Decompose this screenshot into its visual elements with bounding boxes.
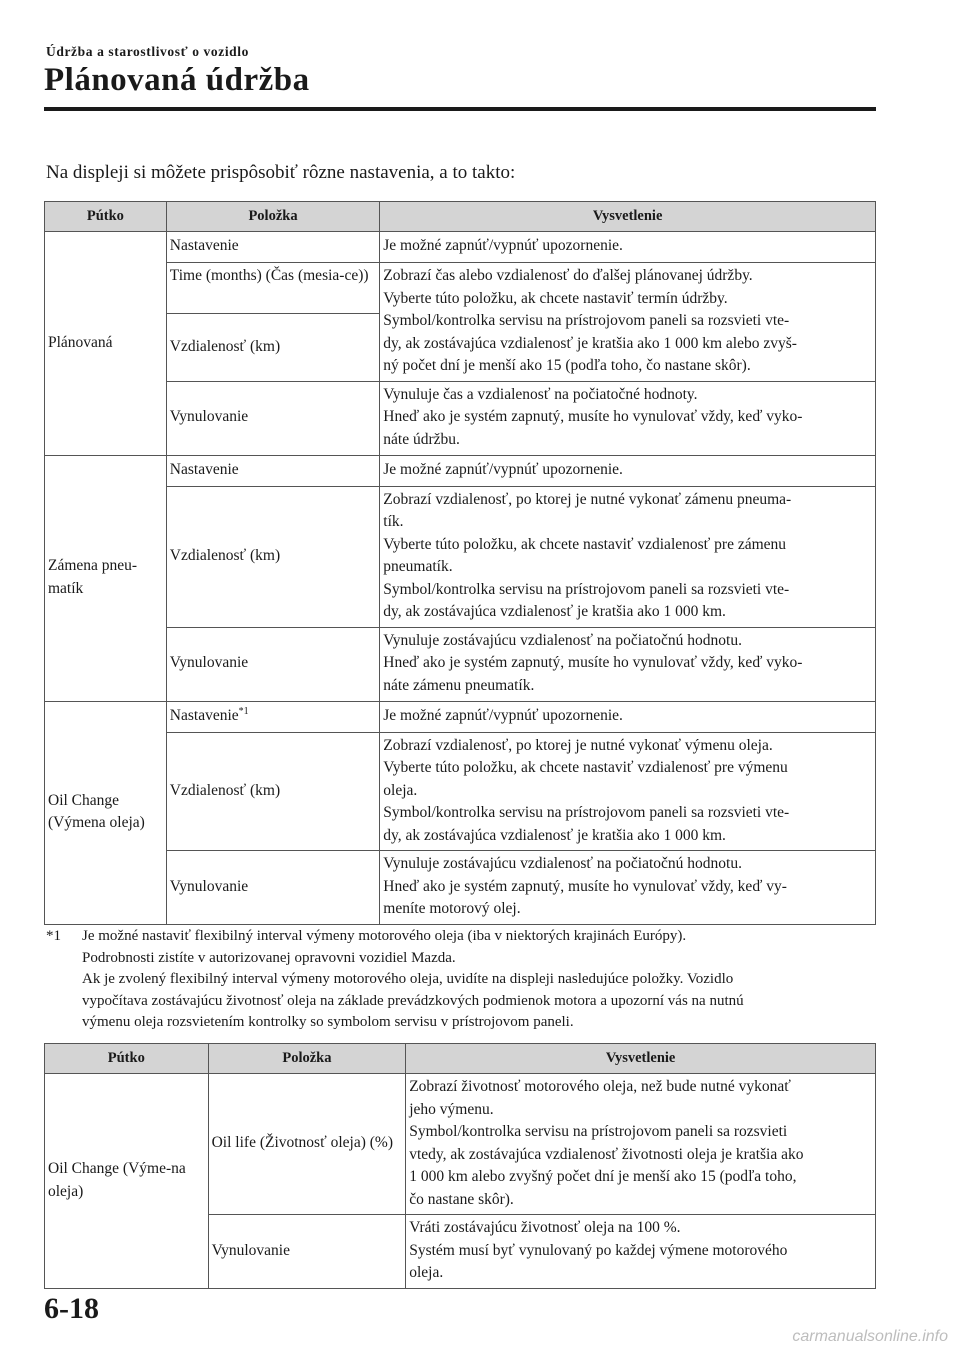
item-cell	[166, 232, 379, 263]
desc-line: pneumatík.	[383, 558, 453, 575]
desc-line: vtedy, ak zostávajúca vzdialenosť životnosti oleja je kratšia ako	[409, 1145, 804, 1163]
item-label: Oil life (Životnosť oleja) (%)	[211, 1134, 393, 1152]
desc-line: Je možné zapnúť/vypnúť upozornenie.	[383, 237, 623, 255]
footnote-line: Ak je zvolený flexibilný interval výmeny motorového oleja, uvidíte na displeji nasledujúce položky. Vozidlo	[82, 971, 734, 987]
table-row	[45, 627, 876, 701]
intro-text: Na displeji si môžete prispôsobiť rôzne nastavenia, a to takto:	[46, 162, 516, 183]
desc-line: tík.	[383, 513, 404, 530]
desc-cell	[380, 627, 876, 701]
desc-line: Symbol/kontrolka servisu na prístrojovom paneli sa rozsvieti	[409, 1123, 788, 1140]
table-row	[45, 455, 876, 486]
tab-label: Oil Change (Výme-na oleja)	[48, 1160, 186, 1200]
watermark: carmanualsonline.info	[792, 1328, 948, 1345]
item-label: Vynulovanie	[211, 1241, 290, 1259]
tab-cell-oil-change	[45, 1074, 209, 1289]
table-row	[45, 701, 876, 732]
desc-line: ný počet dní je menší ako 15 (podľa toho, čo nastane skôr).	[383, 357, 751, 374]
tab-cell-tire-rotation	[45, 455, 167, 701]
desc-line: oleja.	[383, 781, 418, 799]
desc-line: Vráti zostávajúcu životnosť oleja na 100 %.	[409, 1219, 681, 1237]
desc-line: náte zámenu pneumatík.	[383, 676, 535, 694]
desc-cell	[380, 455, 876, 486]
desc-line: 1 000 km alebo zvyšný počet dní je menší ako 15 (podľa toho,	[409, 1168, 797, 1185]
page-number: 6-18	[44, 1292, 99, 1325]
item-label: Vynulovanie	[169, 654, 249, 672]
desc-line: Vynuluje zostávajúcu vzdialenosť na počiatočnú hodnotu.	[383, 855, 742, 873]
table-row	[45, 232, 876, 263]
table-row	[45, 486, 876, 627]
item-label: Vynulovanie	[169, 408, 249, 426]
table-row	[45, 732, 876, 851]
item-label: Time (months) (Čas (mesia-ce))	[169, 267, 369, 284]
item-cell	[166, 455, 379, 486]
desc-cell	[380, 732, 876, 851]
table-row	[45, 1074, 876, 1215]
table-row	[45, 263, 876, 314]
header-item: Položka	[166, 202, 379, 232]
desc-line: Vyberte túto položku, ak chcete nastaviť termín údržby.	[383, 289, 728, 307]
desc-line: Symbol/kontrolka servisu na prístrojovom paneli sa rozsvieti vte-	[383, 804, 790, 821]
table-header-row	[45, 1044, 876, 1074]
tab-cell-scheduled	[45, 232, 167, 456]
desc-line: Je možné zapnúť/vypnúť upozornenie.	[383, 460, 623, 478]
section-title: Údržba a starostlivosť o vozidlo	[46, 44, 249, 59]
footnote-line: vypočítava zostávajúcu životnosť oleja na základe prevádzkových podmienok motora a upozorní vás na nutnú	[82, 992, 744, 1009]
item-cell	[166, 263, 379, 314]
item-cell	[166, 486, 379, 627]
item-label: Nastavenie	[169, 706, 239, 724]
item-label: Vzdialenosť (km)	[169, 546, 281, 564]
desc-line: čo nastane skôr).	[409, 1190, 514, 1208]
desc-line: Vynuluje zostávajúcu vzdialenosť na počiatočnú hodnotu.	[383, 631, 742, 649]
desc-line: dy, ak zostávajúca vzdialenosť je kratšia ako 1 000 km.	[383, 603, 726, 620]
item-cell	[166, 627, 379, 701]
footnote-ref: *1	[238, 705, 249, 717]
desc-line: náte údržbu.	[383, 430, 460, 448]
footnote-line: Je možné nastaviť flexibilný interval výmeny motorového oleja (iba v niektorých krajinách Európy).	[82, 928, 687, 944]
desc-cell	[380, 381, 876, 455]
desc-line: Systém musí byť vynulovaný po každej výmene motorového	[409, 1241, 788, 1259]
footnote-body	[82, 926, 882, 1034]
desc-line: meníte motorový olej.	[383, 900, 521, 918]
desc-line: Zobrazí vzdialenosť, po ktorej je nutné vykonať výmenu oleja.	[383, 736, 773, 754]
footnote-mark: *1	[46, 928, 61, 944]
desc-cell	[380, 701, 876, 732]
table-row	[45, 851, 876, 925]
tab-label: Zámena pneu-matík	[48, 557, 138, 597]
item-label: Vzdialenosť (km)	[169, 781, 281, 799]
item-cell	[166, 851, 379, 925]
item-label: Vynulovanie	[169, 877, 249, 895]
footnote-line: Podrobnosti zistíte v autorizovanej opravovni vozidiel Mazda.	[82, 949, 456, 966]
tab-label: Oil Change (Výmena oleja)	[48, 791, 145, 832]
item-cell	[166, 701, 379, 732]
item-cell	[166, 314, 379, 381]
desc-cell	[406, 1215, 876, 1289]
desc-cell	[380, 486, 876, 627]
desc-line: Hneď ako je systém zapnutý, musíte ho vynulovať vždy, keď vy-	[383, 877, 787, 895]
desc-line: oleja.	[409, 1264, 444, 1282]
header-item: Položka	[208, 1044, 406, 1074]
desc-line: Symbol/kontrolka servisu na prístrojovom paneli sa rozsvieti vte-	[383, 580, 790, 598]
tab-label: Plánovaná	[48, 333, 113, 351]
item-label: Nastavenie	[169, 460, 239, 478]
item-label: Vzdialenosť (km)	[169, 337, 281, 355]
header-tab: Pútko	[45, 202, 167, 232]
desc-line: dy, ak zostávajúca vzdialenosť je kratšia ako 1 000 km alebo zvyš-	[383, 334, 797, 352]
desc-line: Vynuluje čas a vzdialenosť na počiatočné hodnoty.	[383, 385, 698, 403]
header-explanation: Vysvetlenie	[380, 202, 876, 232]
desc-line: Vyberte túto položku, ak chcete nastaviť vzdialenosť pre výmenu	[383, 759, 788, 776]
desc-line: Symbol/kontrolka servisu na prístrojovom paneli sa rozsvieti vte-	[383, 312, 790, 329]
desc-line: Vyberte túto položku, ak chcete nastaviť vzdialenosť pre zámenu	[383, 535, 787, 553]
item-label: Nastavenie	[169, 237, 239, 255]
table-header-row	[45, 202, 876, 232]
item-cell	[208, 1074, 406, 1215]
desc-line: Zobrazí čas alebo vzdialenosť do ďalšej plánovanej údržby.	[383, 267, 753, 284]
desc-line: Zobrazí vzdialenosť, po ktorej je nutné vykonať zámenu pneuma-	[383, 490, 792, 508]
header-explanation: Vysvetlenie	[406, 1044, 876, 1074]
desc-line: dy, ak zostávajúca vzdialenosť je kratšia ako 1 000 km.	[383, 826, 726, 844]
page-title: Plánovaná údržba	[44, 62, 310, 98]
title-rule	[44, 107, 876, 111]
desc-line: Zobrazí životnosť motorového oleja, než bude nutné vykonať	[409, 1078, 791, 1095]
tab-cell-oil-change	[45, 701, 167, 925]
item-cell	[166, 732, 379, 851]
footnote-line: výmenu oleja rozsvietením kontrolky so symbolom servisu v prístrojovom paneli.	[82, 1014, 574, 1030]
desc-line: Hneď ako je systém zapnutý, musíte ho vynulovať vždy, keď vyko-	[383, 654, 803, 672]
table-row	[45, 381, 876, 455]
header-tab: Pútko	[45, 1044, 209, 1074]
desc-cell	[380, 851, 876, 925]
desc-line: jeho výmenu.	[409, 1100, 494, 1118]
desc-cell	[380, 232, 876, 263]
desc-line: Hneď ako je systém zapnutý, musíte ho vynulovať vždy, keď vyko-	[383, 408, 803, 426]
oil-life-table	[44, 1043, 876, 1289]
item-cell	[166, 381, 379, 455]
desc-cell	[380, 263, 876, 382]
desc-cell	[406, 1074, 876, 1215]
desc-line: Je možné zapnúť/vypnúť upozornenie.	[383, 706, 623, 724]
item-cell	[208, 1215, 406, 1289]
settings-table	[44, 201, 876, 925]
